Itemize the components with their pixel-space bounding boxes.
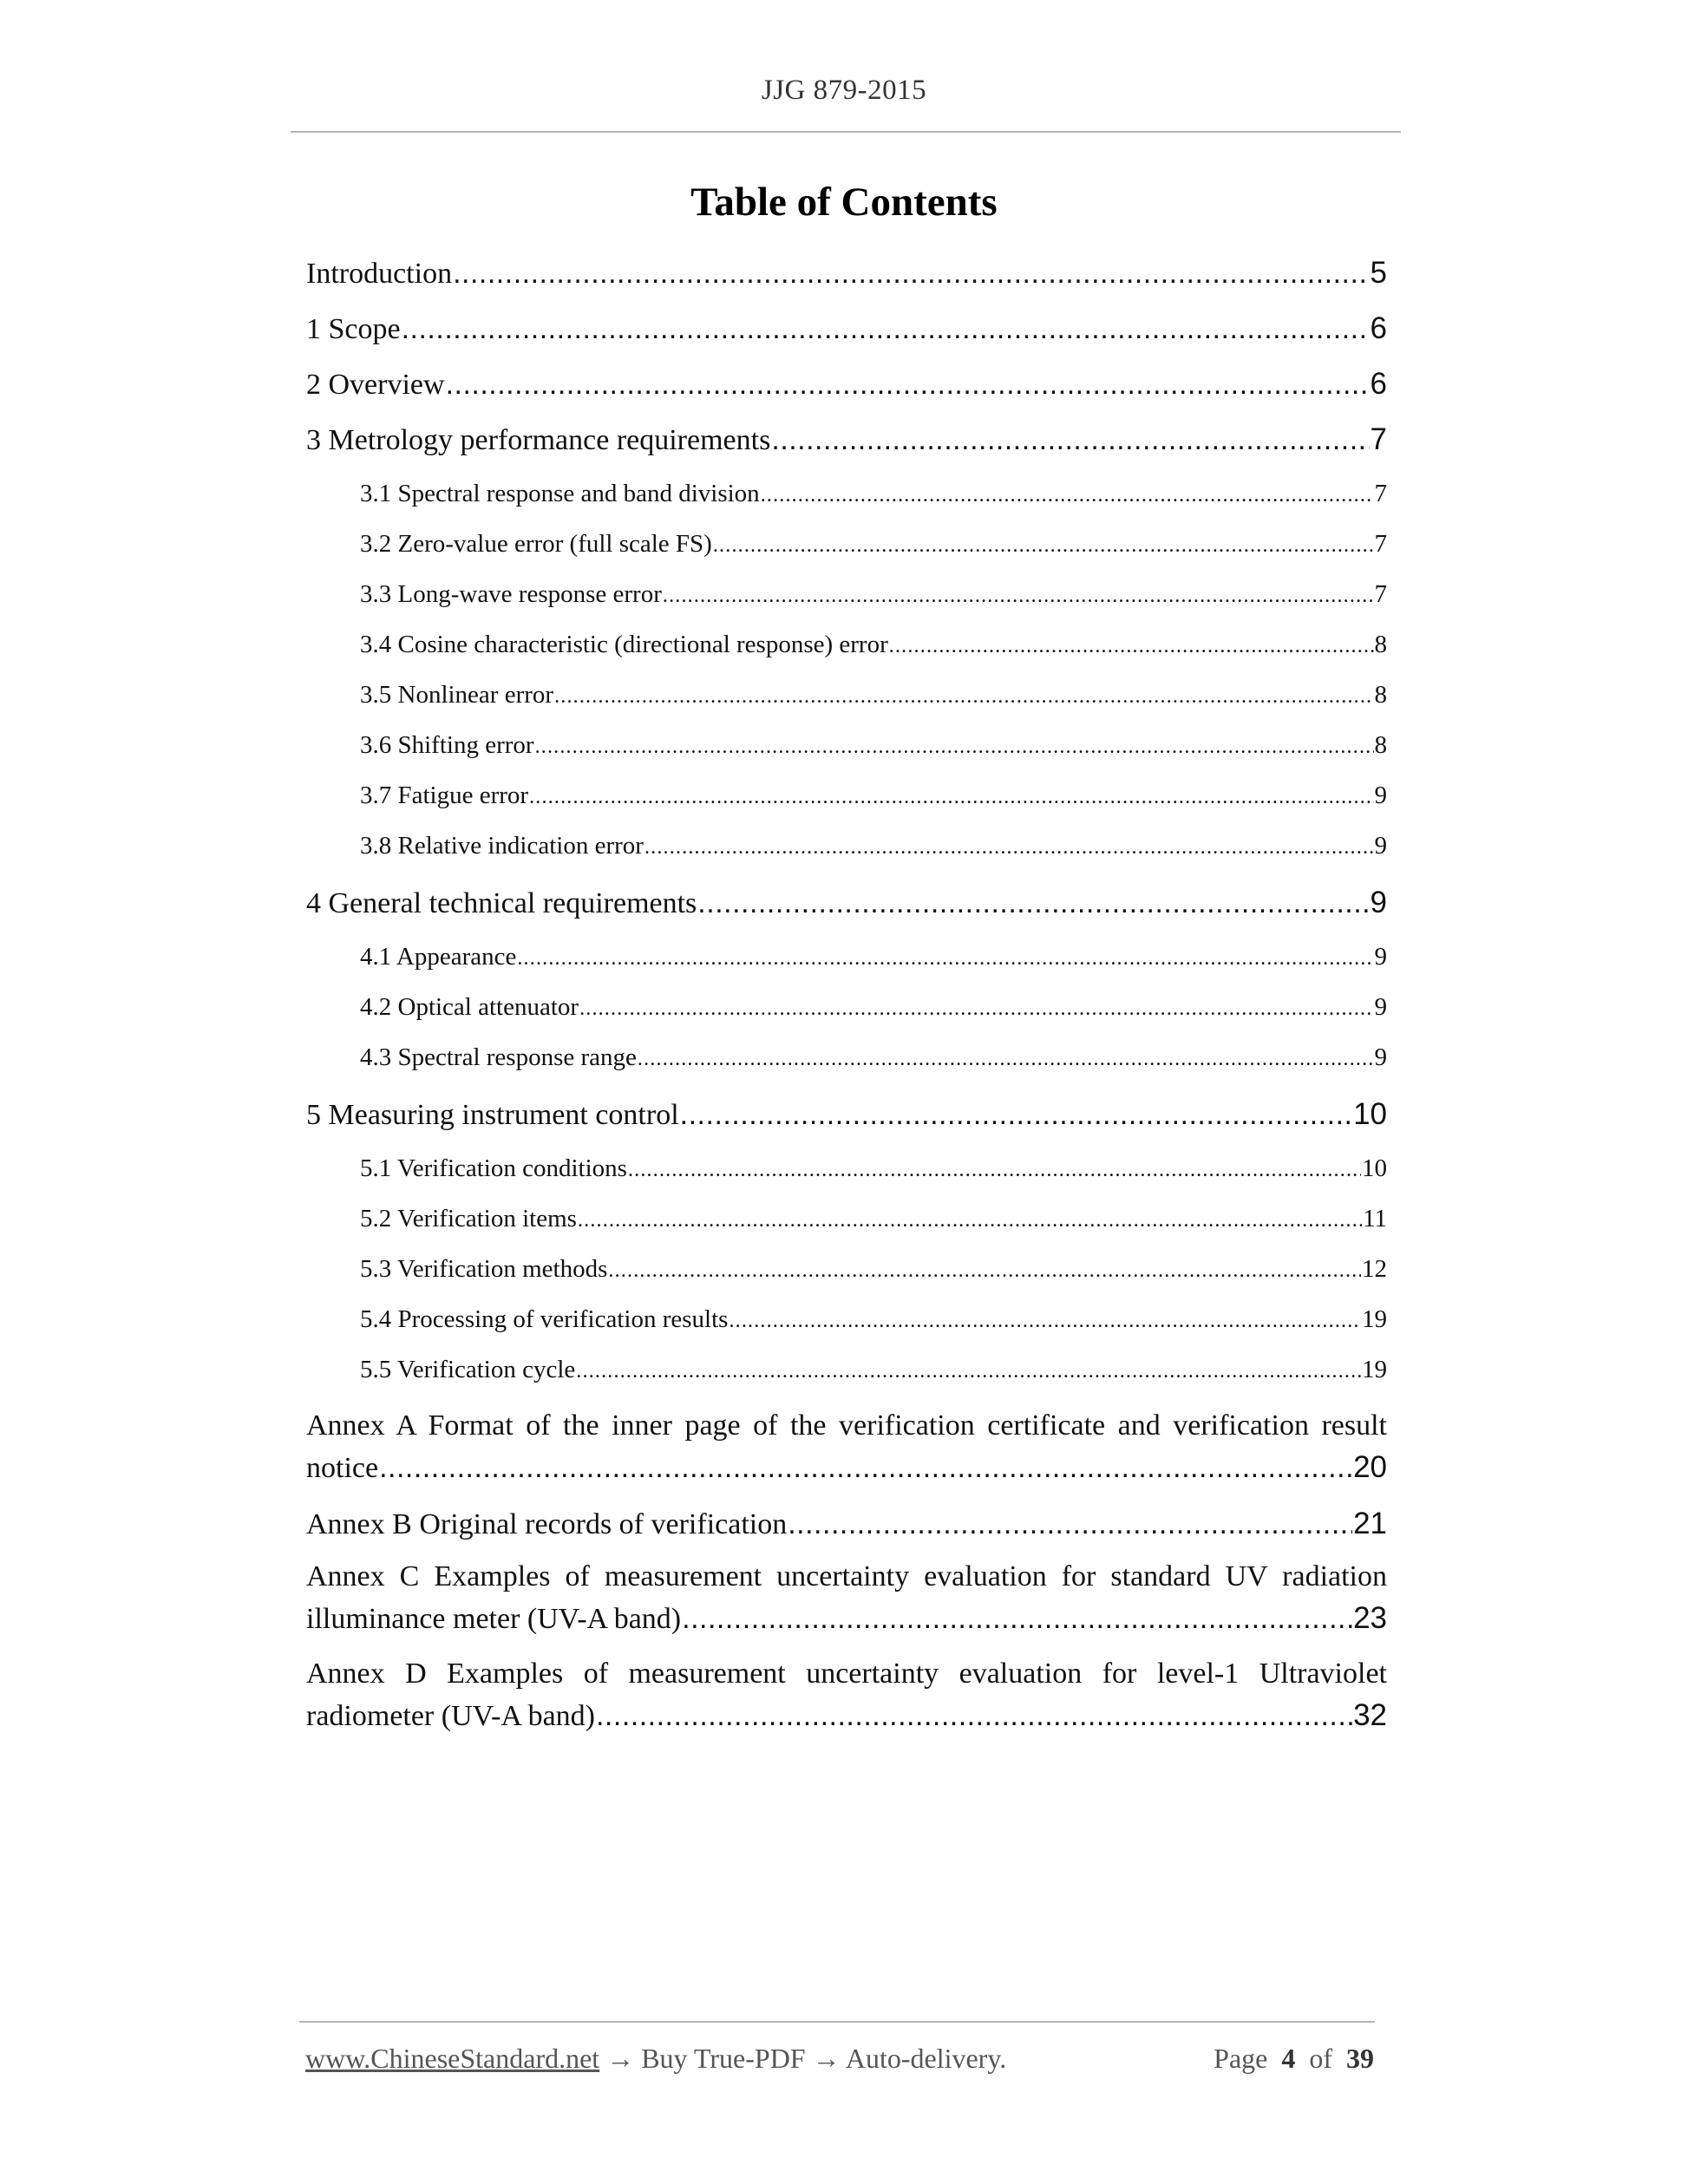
toc-entry-page: 19	[1362, 1356, 1387, 1383]
toc-entry-title: 5.1 Verification conditions	[360, 1154, 627, 1182]
dot-leader	[596, 1699, 1352, 1733]
dot-leader	[680, 1098, 1352, 1132]
toc-entry-3-6[interactable]	[360, 731, 1387, 760]
dot-leader	[446, 368, 1370, 402]
toc-entry-5-3[interactable]	[360, 1255, 1387, 1284]
toc-entry-3-2[interactable]	[360, 530, 1387, 559]
toc-entry-title: 3.4 Cosine characteristic (directional response) error	[360, 631, 888, 658]
toc-entry-title: Introduction	[306, 258, 453, 290]
toc-entry-page: 10	[1362, 1154, 1387, 1182]
toc-entry-annex-c[interactable]	[306, 1560, 1387, 1636]
page-number	[1214, 2043, 1374, 2075]
dot-leader	[529, 786, 1373, 809]
dot-leader	[761, 484, 1374, 507]
toc-entry-page: 23	[1353, 1601, 1387, 1635]
toc-entry-title-line2: illuminance meter (UV-A band)	[306, 1603, 682, 1635]
toc-entry-title: 4.3 Spectral response range	[360, 1043, 637, 1071]
toc-entry-scope[interactable]	[306, 311, 1387, 346]
toc-entry-page: 11	[1363, 1205, 1387, 1233]
toc-entry-page: 10	[1353, 1097, 1387, 1131]
toc-entry-title: 5 Measuring instrument control	[306, 1099, 679, 1131]
toc-entry-4-2[interactable]	[360, 993, 1387, 1022]
toc-entry-title: 3 Metrology performance requirements	[306, 424, 771, 456]
toc-entry-title: 3.8 Relative indication error	[360, 832, 644, 860]
dot-leader	[788, 1507, 1352, 1541]
toc-entry-general-technical[interactable]	[306, 886, 1387, 920]
page-title: Table of Contents	[690, 180, 998, 225]
toc-entry-title: 3.2 Zero-value error (full scale FS)	[360, 530, 712, 558]
toc-entry-3-5[interactable]	[360, 681, 1387, 709]
footer-delivery-text: Auto-delivery.	[845, 2043, 1007, 2074]
toc-entry-page: 6	[1370, 367, 1387, 401]
toc-entry-3-4[interactable]	[360, 631, 1387, 659]
toc-entry-introduction[interactable]	[306, 256, 1387, 291]
toc-entry-title: 3.3 Long-wave response error	[360, 580, 662, 608]
toc-entry-annex-a[interactable]	[306, 1409, 1387, 1485]
toc-entry-page: 9	[1374, 1043, 1387, 1071]
toc-entry-3-3[interactable]	[360, 580, 1387, 609]
dot-leader	[554, 685, 1373, 709]
dot-leader	[608, 1259, 1361, 1283]
toc-entry-3-8[interactable]	[360, 832, 1387, 860]
toc-entry-title-line2: radiometer (UV-A band)	[306, 1700, 595, 1732]
dot-leader	[402, 312, 1370, 346]
toc-entry-page: 9	[1374, 832, 1387, 860]
dot-leader	[517, 947, 1373, 971]
toc-entry-title: 3.5 Nonlinear error	[360, 681, 554, 709]
toc-entry-5-4[interactable]	[360, 1305, 1387, 1334]
toc-entry-title: 4.2 Optical attenuator	[360, 993, 579, 1021]
total-pages-number: 39	[1346, 2043, 1374, 2074]
toc-entry-page: 19	[1362, 1305, 1387, 1333]
toc-entry-page: 7	[1370, 422, 1387, 456]
toc-entry-page: 6	[1370, 311, 1387, 345]
page-label: Page	[1214, 2043, 1268, 2074]
dot-leader	[644, 836, 1374, 860]
dot-leader	[578, 1209, 1362, 1233]
toc-entry-title-line1: Annex D Examples of measurement uncertainty evaluation for level-1 Ultraviolet	[306, 1658, 1387, 1690]
dot-leader	[579, 997, 1373, 1021]
toc-entry-title: 3.1 Spectral response and band division	[360, 480, 760, 507]
toc-entry-page: 7	[1374, 480, 1387, 507]
toc-entry-4-3[interactable]	[360, 1043, 1387, 1072]
toc-entry-title: 4.1 Appearance	[360, 943, 517, 971]
footer-divider	[299, 2021, 1375, 2023]
toc-entry-5-5[interactable]	[360, 1356, 1387, 1384]
toc-entry-title: 5.2 Verification items	[360, 1205, 577, 1233]
document-code-header: JJG 879-2015	[761, 75, 927, 106]
footer-buy-text: Buy True-PDF	[641, 2043, 806, 2074]
toc-entry-page: 8	[1374, 731, 1387, 759]
toc-entry-annex-d[interactable]	[306, 1658, 1387, 1733]
toc-entry-title-line1: Annex C Examples of measurement uncertainty evaluation for standard UV radiation	[306, 1560, 1387, 1592]
dot-leader	[713, 534, 1374, 558]
footer-promo	[305, 2043, 1006, 2075]
toc-entry-page: 32	[1353, 1698, 1387, 1732]
toc-entry-page: 20	[1353, 1450, 1387, 1484]
toc-entry-title-line1: Annex A Format of the inner page of the verification certificate and verification result	[306, 1409, 1387, 1442]
toc-entry-title: 5.5 Verification cycle	[360, 1356, 576, 1383]
toc-entry-title: 3.7 Fatigue error	[360, 781, 529, 809]
toc-entry-page: 12	[1362, 1255, 1387, 1283]
toc-entry-5-2[interactable]	[360, 1205, 1387, 1233]
toc-entry-4-1[interactable]	[360, 943, 1387, 971]
of-label: of	[1309, 2043, 1332, 2074]
arrow-right-icon: →	[606, 2043, 635, 2074]
dot-leader	[379, 1451, 1352, 1485]
toc-entry-page: 8	[1374, 631, 1387, 658]
website-link[interactable]: www.ChineseStandard.net	[305, 2043, 600, 2074]
toc-entry-page: 7	[1374, 530, 1387, 558]
toc-entry-page: 9	[1370, 886, 1387, 919]
dot-leader	[771, 423, 1369, 457]
dot-leader	[535, 736, 1374, 759]
toc-entry-page: 9	[1374, 993, 1387, 1021]
dot-leader	[628, 1159, 1361, 1182]
toc-entry-page: 21	[1353, 1507, 1387, 1540]
toc-entry-title: 2 Overview	[306, 369, 445, 401]
toc-entry-metrology-performance[interactable]	[306, 422, 1387, 457]
dot-leader	[576, 1360, 1361, 1383]
dot-leader	[638, 1048, 1374, 1071]
dot-leader	[729, 1310, 1361, 1333]
current-page-number: 4	[1281, 2043, 1296, 2074]
toc-entry-page: 7	[1374, 580, 1387, 608]
dot-leader	[453, 257, 1369, 291]
arrow-right-icon: →	[812, 2043, 841, 2074]
toc-entry-page: 5	[1370, 256, 1387, 290]
toc-entry-5-1[interactable]	[360, 1154, 1387, 1183]
toc-entry-page: 9	[1374, 781, 1387, 809]
toc-entry-3-1[interactable]	[360, 480, 1387, 508]
dot-leader	[682, 1602, 1352, 1636]
toc-entry-page: 9	[1374, 943, 1387, 971]
toc-entry-title: 4 General technical requirements	[306, 887, 697, 919]
toc-entry-title: 3.6 Shifting error	[360, 731, 534, 759]
toc-entry-page: 8	[1374, 681, 1387, 709]
toc-entry-title: 1 Scope	[306, 313, 401, 345]
toc-entry-title-line2: notice	[306, 1452, 379, 1484]
toc-entry-overview[interactable]	[306, 367, 1387, 402]
toc-entry-title: 5.4 Processing of verification results	[360, 1305, 729, 1333]
toc-entry-title: Annex B Original records of verification	[306, 1508, 788, 1540]
dot-leader	[889, 635, 1374, 658]
toc-entry-annex-b[interactable]	[306, 1507, 1387, 1541]
header-divider	[291, 131, 1401, 133]
dot-leader	[697, 886, 1369, 920]
toc-entry-3-7[interactable]	[360, 781, 1387, 810]
dot-leader	[663, 585, 1374, 608]
toc-entry-title: 5.3 Verification methods	[360, 1255, 608, 1283]
toc-entry-instrument-control[interactable]	[306, 1097, 1387, 1132]
